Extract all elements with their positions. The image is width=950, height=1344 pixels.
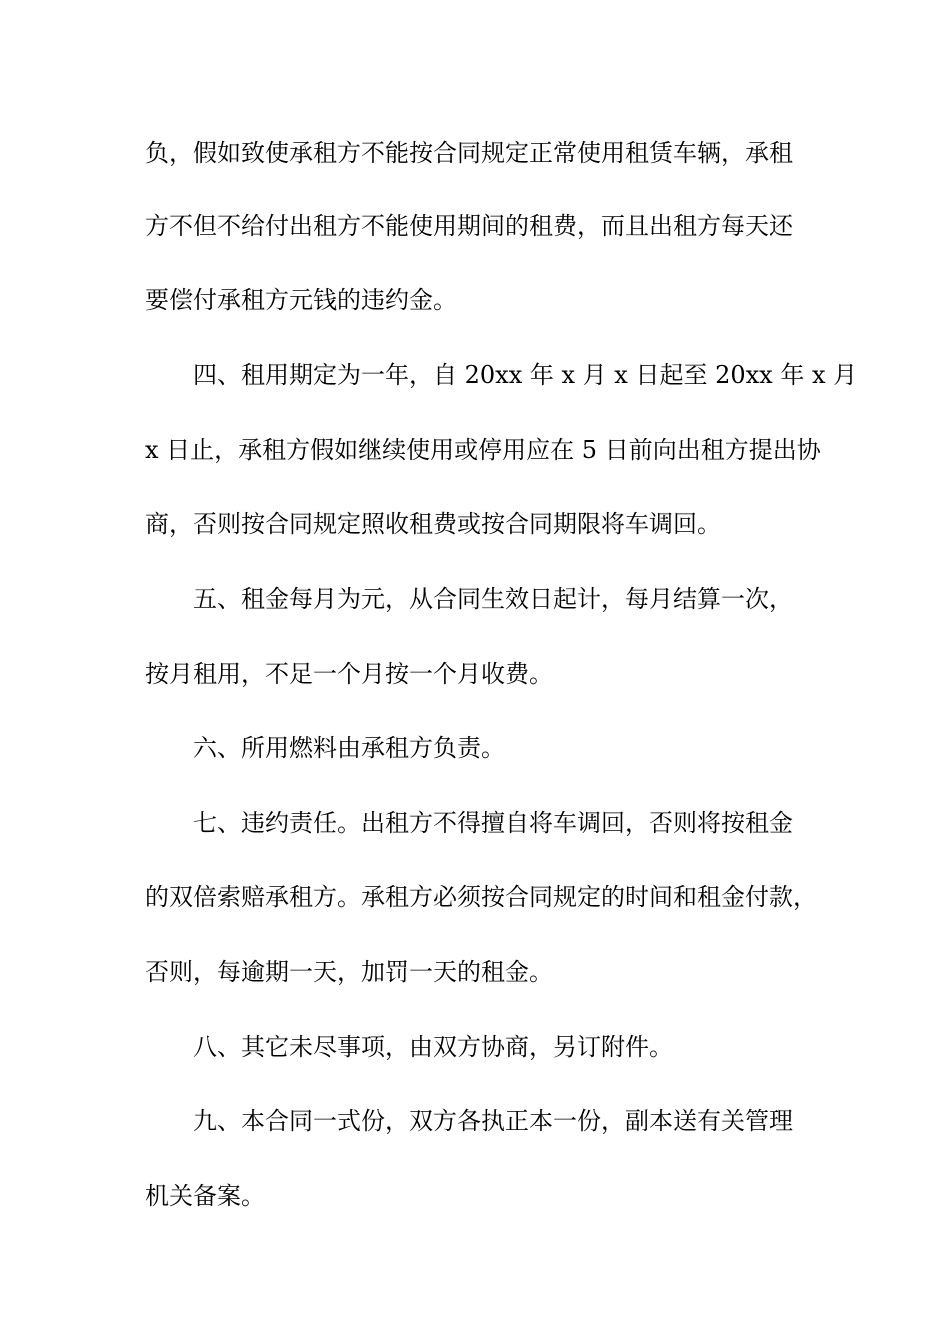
text-line: 方不但不给付出租方不能使用期间的租费，而且出租方每天还 [145, 212, 793, 240]
text-line: 负，假如致使承租方不能按合同规定正常使用租赁车辆，承租 [145, 139, 793, 167]
text-line: x 日止，承租方假如继续使用或停用应在 5 日前向出租方提出协 [145, 436, 821, 464]
clause-6-line: 六、所用燃料由承租方负责。 [193, 734, 505, 762]
text-line: 否则，每逾期一天，加罚一天的租金。 [145, 958, 553, 986]
clause-4-line: 四、租用期定为一年，自 20xx 年 x 月 x 日起至 20xx 年 x 月 [193, 361, 858, 389]
clause-5-line: 五、租金每月为元，从合同生效日起计，每月结算一次， [193, 585, 793, 613]
text-line: 机关备案。 [145, 1182, 265, 1210]
clause-8-line: 八、其它未尽事项，由双方协商，另订附件。 [193, 1033, 673, 1061]
text-line: 按月租用，不足一个月按一个月收费。 [145, 660, 553, 688]
text-line: 商，否则按合同规定照收租费或按合同期限将车调回。 [145, 510, 721, 538]
text-line: 的双倍索赔承租方。承租方必须按合同规定的时间和租金付款， [145, 883, 817, 911]
clause-7-line: 七、违约责任。出租方不得擅自将车调回，否则将按租金 [193, 809, 793, 837]
clause-9-line: 九、本合同一式份，双方各执正本一份，副本送有关管理 [193, 1107, 793, 1135]
text-line: 要偿付承租方元钱的违约金。 [145, 286, 457, 314]
